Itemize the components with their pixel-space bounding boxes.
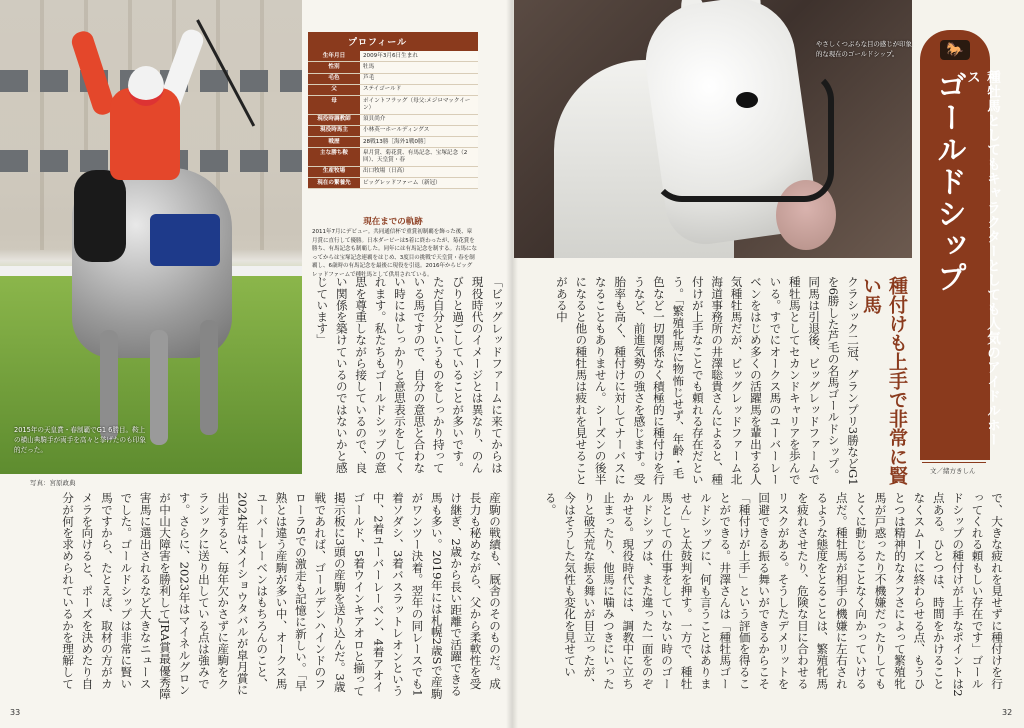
- profile-table: [308, 51, 478, 189]
- profile-value: ステイゴールド: [360, 84, 478, 95]
- profile-row: [308, 96, 478, 115]
- section-subhead: 種付けも上手で非常に賢い馬: [860, 276, 908, 485]
- author-credit: 文／緒方きしん: [930, 467, 976, 475]
- horse-logo-icon: 🐎: [940, 40, 970, 60]
- jockey-photo: [0, 0, 302, 474]
- horse-head-hood: [74, 170, 126, 262]
- profile-value: 2009年3月6日生まれ: [360, 51, 478, 62]
- right-lower-text: で、大きな疲れを見せずに種付けを行ってくれる頼もしい存在です」ゴールドシップの種付けが上手なポイントは2点ある。ひとつは、時間をかけることなくスムーズに終わらせる点、もうひとつは精神的なタフさによって繁殖牝馬が戸惑ったり不機嫌だったりしてもとくに動じることなく向かっていける点だ。種牡馬が相手の機嫌に左右されるような態度をとることは、繁殖牝馬を疲れさせたり、危険な目に合わせるリスクがある。そうしたデメリットを回避できる振る舞いができるからこそ「種付けが上手」という評価を得ることができる。井澤さんは「種牡馬ゴールドシップに、何も言うことはありません」と太鼓判を押す。一方で、種牡馬としての仕事をしていない時のゴールドシップは、また違った一面をのぞかせる。現役時代には、調教中に立ち止まったり、他馬に噛みつきにいったりと破天荒な振る舞いが目立ったが、今はそうした気性も変化を見せている。: [543, 492, 1004, 697]
- left-upper-text: 「ビッグレッドファームに来てからは現役時代のイメージとは異なり、のんびりと過ごしていることが多いです。ただ自分というものをしっかり持っている馬ですので、自分の意思と合わない時にはしっかりと意思表示をしてくれます。私たちもゴールドシップの意思を尊重しながら接しているので、良い関係を築けているのではないかと感じています」: [315, 276, 504, 474]
- profile-box: [308, 32, 478, 189]
- main-title: ゴールドシップ: [931, 70, 966, 294]
- history-title: 現在までの軌跡: [363, 217, 423, 227]
- page-number-right: 32: [1002, 708, 1013, 717]
- profile-value: 芦毛: [360, 73, 478, 84]
- profile-row: [308, 166, 478, 177]
- profile-key: 生産牧場: [308, 166, 360, 177]
- page-number-left: 33: [10, 708, 21, 717]
- profile-title: プロフィール: [308, 32, 478, 51]
- profile-row: [308, 125, 478, 136]
- profile-key: 母: [308, 96, 360, 115]
- profile-row: [308, 51, 478, 62]
- horse-halter: [652, 70, 834, 202]
- saddle-cloth: [150, 214, 220, 266]
- profile-value: 須貝尚介: [360, 114, 478, 125]
- horse-leg: [200, 320, 218, 435]
- left-lower-text: 産駒の戦績も、厩舎のそのものだ。成長力も秘めながら、父から柔軟性を受け継ぎ、2歳から長い距離で活躍できる馬も多い。2019年には札幌2歳Sで産駒がワンツー決着。翌年の同レースでも1着ソダシ、3着バスラットレオンという中、2着ユーバーレーベン、4着アオイゴールド、5着ウインキアオロと揃って掲示板に3頭の産駒を送り込んだ。3歳戦であれば、ゴールデンハインドのフローラSでの激走も記憶に新しい。「早熟とは違う産駒が多い中、オークス馬ユーバーレーベンはもちろんのこと、2024年はメイショウタバルが皐月賞に出走すると、毎年欠かさずに産駒をクラシックに送り出している点は強みです。さらに、2023年はマイネルグロンが中山大障害を勝利してJRA賞最優秀障害馬に選出されるなど大きなニュースでした。ゴールドシップは非常に賢い馬ですから、たとえば、取材の方がカメラを向けると、ポーズを決めたり自分が何を求められているかを理解して: [61, 492, 502, 700]
- horse-leg: [100, 330, 118, 440]
- profile-key: 毛色: [308, 73, 360, 84]
- profile-row: [308, 62, 478, 73]
- white-horse-caption: やさしくつぶらな目の感じが印象的な現在のゴールドシップ。: [816, 40, 912, 58]
- right-upper-text: クラシック二冠、グランプリ3勝などG1を6勝した芦毛の名馬ゴールドシップ。同馬は引退後、ビッグレッドファームで種牡馬としてセカンドキャリアを歩んでいる。すでにオークス馬のユーバーレーベンをはじめ多くの活躍馬を輩出する人気種牡馬だが、ビッグレッドファーム北海道事務所の井澤聡貴さんによると、種付けが上手なことでも頼れる存在だという。「繁殖牝馬に物怖じせず、年齢・毛色など一切関係なく積極的に種付けを行うなど、前進気勢の強さを感じます。受胎率も高く、種付けに対してナーバスになることもありません。シーズンの後半になると他の種牡馬は疲れを見せることがある中: [554, 276, 860, 486]
- author-divider: [922, 462, 986, 463]
- profile-key: 現在の繋養先: [308, 178, 360, 189]
- profile-value: 牡馬: [360, 62, 478, 73]
- profile-row: [308, 137, 478, 148]
- jockey-helmet: [128, 66, 164, 106]
- profile-key: 父: [308, 84, 360, 95]
- horse-leg: [150, 330, 168, 445]
- profile-value: 28戦13勝［海外1戦0勝］: [360, 137, 478, 148]
- profile-key: 現役時馬主: [308, 125, 360, 136]
- profile-value: ポイントフラッグ（母父:メジロマックイーン）: [360, 96, 478, 115]
- profile-key: 戦歴: [308, 137, 360, 148]
- photo-credit: 写真：宮原政典: [30, 479, 76, 487]
- profile-key: 性別: [308, 62, 360, 73]
- white-horse-photo: [514, 0, 912, 258]
- profile-key: 主な勝ち鞍: [308, 148, 360, 167]
- profile-row: [308, 73, 478, 84]
- profile-row: [308, 114, 478, 125]
- profile-key: 現役時調教師: [308, 114, 360, 125]
- history-body: 2011年7月にデビュー。共同通信杯で重賞初制覇を飾った後、皐月賞に直行して優勝。日本ダービーは5着に終わったが、菊花賞を勝ち、有馬記念も制覇した。同年には有馬記念を制する。古馬になってからは宝塚記念連覇をはじめ、3度目の挑戦で天皇賞・春を制覇し、6歳時の有馬記念を最後に現役を引退。2016年からビッグレッドファームで種牡馬として供用されている。: [312, 229, 478, 278]
- profile-value: 皐月賞、菊花賞、有馬記念、宝塚記念（2回）、天皇賞・春: [360, 148, 478, 167]
- profile-row: [308, 84, 478, 95]
- profile-row: [308, 178, 478, 189]
- profile-value: 出口牧場（日高）: [360, 166, 478, 177]
- profile-value: 小林英一ホールディングス: [360, 125, 478, 136]
- profile-row: [308, 148, 478, 167]
- sub-title: 種牡馬としてもキャラクターとしても人気のアイドルホース: [964, 70, 1000, 447]
- profile-key: 生年月日: [308, 51, 360, 62]
- profile-value: ビッグレッドファーム（新冠）: [360, 178, 478, 189]
- jockey-photo-caption: 2015年の天皇賞・春制覇でG1 6勝目。鞍上の横山典騎手が両手を高々と挙げたのも印象的だった。: [14, 426, 146, 454]
